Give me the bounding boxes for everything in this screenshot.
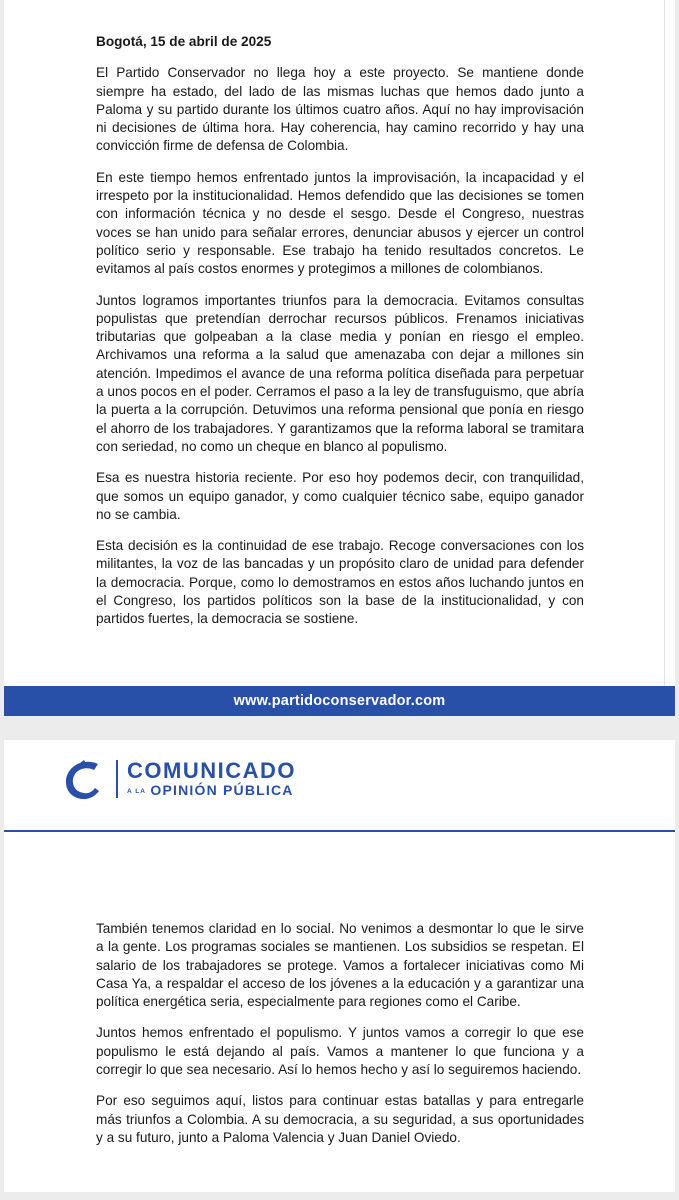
paragraph-1: El Partido Conservador no llega hoy a este proyecto. Se mantiene donde siempre ha estado, del lado de las mismas luchas que hemos dado junto a Paloma y su partido durante los últimos cuatro años. Aquí no hay improvisación ni decisiones de última hora. Hay coherencia, hay camino recorrido y hay una convicción firme de defensa de Colombia. [96,65,584,154]
letter-page-2 [4,740,675,1192]
paragraph-2: En este tiempo hemos enfrentado juntos la improvisación, la incapacidad y el irrespeto por la institucionalidad. Hemos defendido que las decisiones se tomen con información técnica y no desde el sesgo. Desde el Congreso, nuestras voces se han unido para señalar errores, denunciar abusos y ejercer un control político serio y responsable. Ese trabajo ha tenido resultados concretos. Le evitamos al país costos enormes y protegimos a millones de colombianos. [96,169,584,277]
paragraph-3: Juntos logramos importantes triunfos para la democracia. Evitamos consultas populistas que pretendían derrochar recursos públicos. Frenamos iniciativas tributarias que golpeaban a la clase media y ponían en riesgo el empleo. Archivamos una reforma a la salud que amenazaba con dejar a millones sin atención. Impedimos el avance de una reforma política diseñada para perpetuar a unos pocos en el poder. Cerramos el paso a la ley de transfuguismo, que abría la puerta a la corrupción. Detuvimos una reforma pensional que ponía en riesgo el ahorro de los trabajadores. Y garantizamos que la reforma laboral se tramitara con seriedad, no como un cheque en blanco al populismo. [96,292,584,454]
logo-divider [116,760,118,798]
header-subtitle-big: OPINIÓN PÚBLICA [150,782,294,798]
c-logo-icon [62,758,106,802]
footer-url-bar[interactable]: www.partidoconservador.com [4,686,675,716]
paragraph-7: Juntos hemos enfrentado el populismo. Y juntos vamos a corregir lo que ese populismo le está dejando al país. Vamos a mantener lo que funciona y a corregir lo que sea necesario. Así lo hemos hecho y así lo seguiremos haciendo. [96,1025,584,1078]
header-subtitle [127,782,294,800]
paragraph-4: Esa es nuestra historia reciente. Por eso hoy podemos decir, con tranquilidad, que somos un equipo ganador, y como cualquier técnico sabe, equipo ganador no se cambia. [96,470,584,522]
paragraph-5: Esta decisión es la continuidad de ese trabajo. Recoge conversaciones con los militantes, la voz de las bancadas y un propósito claro de unidad para defender la democracia. Porque, como lo demostramos en estos años luchando juntos en el Congreso, los partidos políticos son la base de la institucionalidad, y con partidos fuertes, la democracia se sostiene. [96,538,584,627]
paragraph-8: Por eso seguimos aquí, listos para continuar estas batallas y para entregarle más triunfos a Colombia. A su democracia, a su seguridad, a sus oportunidades y a su futuro, junto a Paloma Valencia y Juan Daniel Oviedo. [96,1093,584,1145]
paragraph-6: También tenemos claridad en lo social. No venimos a desmontar lo que le sirve a la gente. Los programas sociales se mantienen. Los subsidios se respetan. El salario de los trabajadores se protege. Vamos a fortalecer iniciativas como Mi Casa Ya, a respaldar el acceso de los jóvenes a la educación y a garantizar una política energética seria, especialmente para regiones como el Caribe. [96,921,584,1010]
page-edge-line [664,0,665,686]
header-subtitle-small: A LA [127,788,146,795]
header-rule [4,830,675,832]
page1-body [96,33,584,642]
communique-header [4,740,675,832]
page2-body [96,920,584,1160]
letter-page-1 [4,0,675,716]
header-title: COMUNICADO [127,758,296,783]
letter-date: Bogotá, 15 de abril de 2025 [96,34,272,49]
